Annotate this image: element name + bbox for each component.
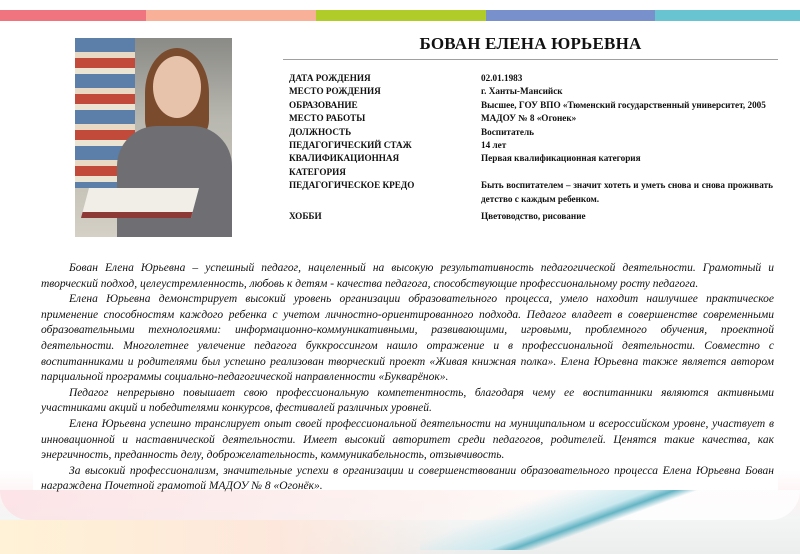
info-label: ОБРАЗОВАНИЕ <box>289 99 358 110</box>
info-value: 14 лет <box>481 140 507 151</box>
page-title: БОВАН ЕЛЕНА ЮРЬЕВНА <box>419 34 642 53</box>
info-label: МЕСТО РАБОТЫ <box>289 113 366 124</box>
stripe-segment <box>0 10 146 21</box>
info-value: 02.01.1983 <box>481 73 523 83</box>
color-stripe <box>0 10 800 21</box>
info-value: Первая квалификационная категория <box>481 153 641 164</box>
decor-swoosh <box>420 490 720 550</box>
stripe-segment <box>316 10 486 21</box>
info-label: ХОББИ <box>289 211 322 222</box>
info-value: Цветоводство, рисование <box>481 211 586 222</box>
info-table <box>289 72 773 223</box>
info-row <box>289 152 773 179</box>
info-row <box>289 72 773 85</box>
info-row <box>289 85 773 98</box>
info-row <box>289 112 773 125</box>
stripe-segment <box>486 10 655 21</box>
stripe-segment <box>146 10 316 21</box>
paragraph: Елена Юрьевна успешно транслирует опыт своей профессиональной деятельности на муниципальном и всероссийском уровне, участвует в инновационной и наставнической деятельности. Имеет высокий авторитет среди педагогов, родителей. Ценятся такие качества, как энергичность, преданность делу, доброжелательность, коммуникабельность, отзывчивость. <box>41 417 774 462</box>
paragraph: За высокий профессионализм, значительные успехи в организации и совершенствовании образовательного процесса Елена Юрьевна Бован награждена Почетной грамотой МАДОУ № 8 «Огонёк». <box>41 464 774 493</box>
info-value: Воспитатель <box>481 126 534 137</box>
info-row <box>289 126 773 139</box>
stripe-segment <box>655 10 800 21</box>
decor-swoosh <box>0 520 460 554</box>
info-label: ДАТА РОЖДЕНИЯ <box>289 73 371 83</box>
portrait-photo <box>75 38 232 244</box>
info-label: ПЕДАГОГИЧЕСКОЕ КРЕДО <box>289 180 415 191</box>
info-label: ПЕДАГОГИЧЕСКИЙ СТАЖ <box>289 140 412 151</box>
info-row <box>289 139 773 152</box>
info-label: КВАЛИФИКАЦИОННАЯ КАТЕГОРИЯ <box>289 153 400 177</box>
biography-text <box>33 237 778 493</box>
info-value: МАДОУ № 8 «Огонек» <box>481 113 577 124</box>
info-label: ДОЛЖНОСТЬ <box>289 126 352 137</box>
paragraph: Педагог непрерывно повышает свою профессиональную компетентность, благодаря чему ее воспитанники являются активными участниками акций и победителями конкурсов, фестивалей различных уровней. <box>41 386 774 415</box>
divider <box>283 59 778 60</box>
info-row <box>289 210 773 223</box>
info-value: Быть воспитателем – значит хотеть и уметь снова и снова проживать детство с каждым ребенком. <box>481 180 773 204</box>
info-row <box>289 179 773 206</box>
info-label: МЕСТО РОЖДЕНИЯ <box>289 86 381 97</box>
info-value: г. Ханты-Мансийск <box>481 86 563 97</box>
info-value: Высшее, ГОУ ВПО «Тюменский государственный университет, 2005 <box>481 99 766 110</box>
paragraph: Бован Елена Юрьевна – успешный педагог, нацеленный на высокую результативность педагогической деятельности. Грамотный и творческий подход, целеустремленность, любовь к детям - качества педагога, способствующие профессиональному росту педагога. <box>41 262 774 290</box>
info-row <box>289 99 773 112</box>
paragraph: Елена Юрьевна демонстрирует высокий уровень организации образовательного процесса, умело находит наилучшее практическое применение способностям каждого ребенка с учетом личностно-ориентированного подхода. Педагог владеет в совершенстве современными образовательными технологиями: информационно-коммуникативными, развивающими, игровыми, проблемного обучения, проектной деятельности. Многолетнее увлечение педагога буккроссингом нашло отражение и в профессиональной деятельности. Совместно с воспитанниками и родителями был успешно реализован творческий проект «Живая книжная полка». Елена Юрьевна также является автором парциальной программы социально-педагогической направленности «Букварёнок». <box>41 293 774 384</box>
